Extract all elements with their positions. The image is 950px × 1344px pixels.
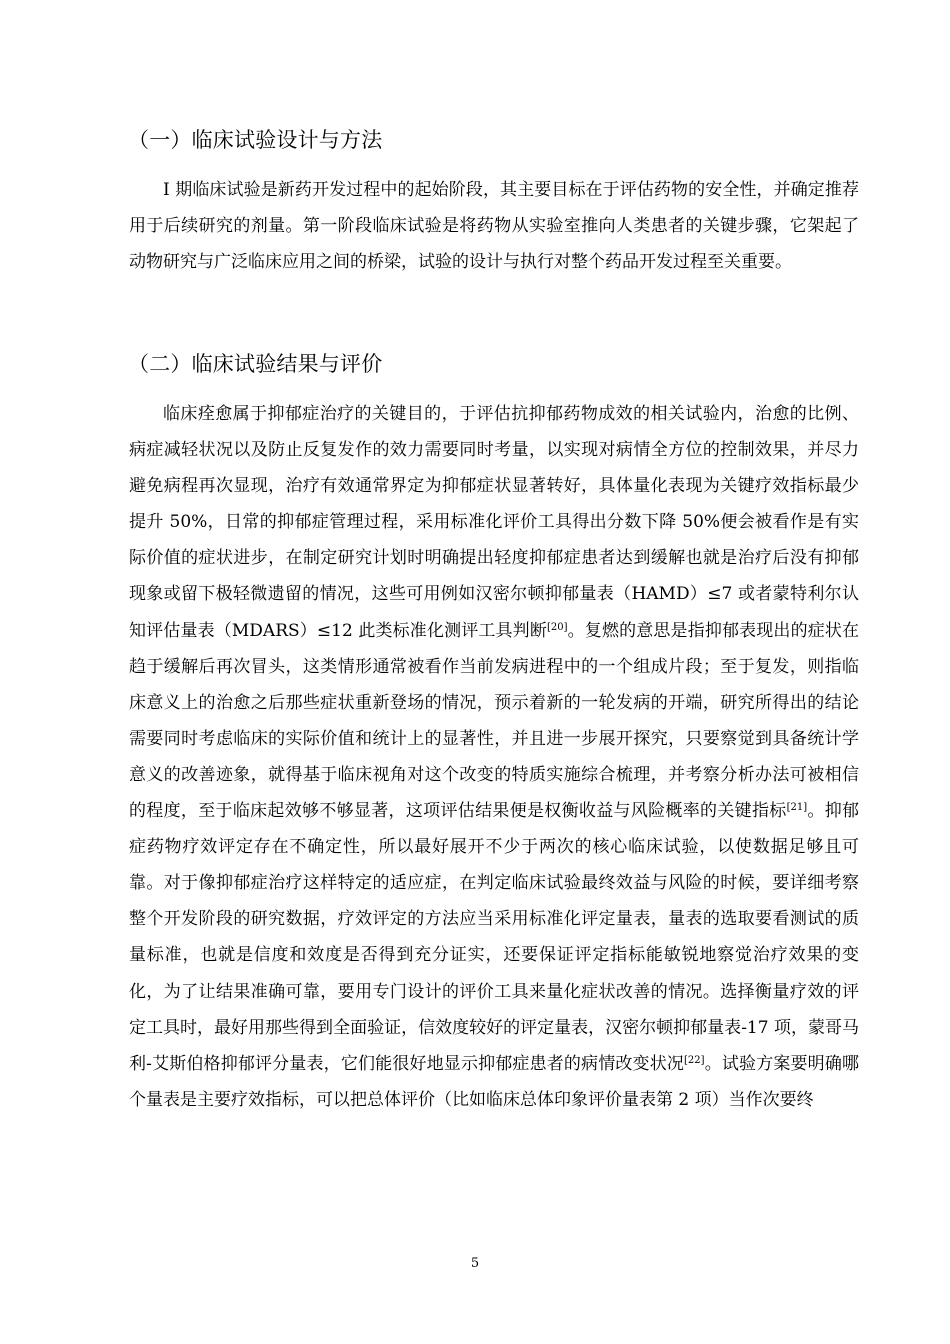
section-heading-results-evaluation: （二）临床试验结果与评价 <box>128 352 383 376</box>
citation-reference: [21] <box>786 802 808 814</box>
paragraph-text-segment: 临床痊愈属于抑郁症治疗的关键目的，于评估抗抑郁药物成效的相关试验内，治愈的比例、病症减轻状况以及防止反复发作的效力需要同时考量，以实现对病情全方位的控制效果，并尽力避免病程再次显现，治疗有效通常界定为抑郁症状显著转好，具体量化表现为关键疗效指标最少提升 50%，日常的抑郁症管理过程，采用标准化评价工具得出分数下降 50%便会被看作是有实际价值的症状进步，在制定研究计划时明确提出轻度抑郁症患者达到缓解也就是治疗后没有抑郁现象或留下极轻微遗留的情况，这些可用例如汉密尔顿抑郁量表（HAMD）≤7 或者蒙特利尔认知评估量表（MDARS）≤12 此类标准化测评工具判断 <box>129 404 859 641</box>
page-number: 5 <box>470 1256 480 1271</box>
citation-reference: [22] <box>684 1054 705 1066</box>
paragraph-phase1-trial: I 期临床试验是新药开发过程中的起始阶段，其主要目标在于评估药物的安全性，并确定推荐用于后续研究的剂量。第一阶段临床试验是将药物从实验室推向人类患者的关键步骤，它架起了动物研究与广泛临床应用之间的桥梁，试验的设计与执行对整个药品开发过程至关重要。 <box>129 180 859 273</box>
paragraph-results-evaluation <box>129 396 859 1118</box>
paragraph-text-segment: 。复燃的意思是指抑郁表现出的症状在趋于缓解后再次冒头，这类情形通常被看作当前发病进程中的一个组成片段；至于复发，则指临床意义上的治愈之后那些症状重新登场的情况，预示着新的一轮发病的开端，研究所得出的结论需要同时考虑临床的实际价值和统计上的显著性，并且进一步展开探究，只要察觉到具备统计学意义的改善迹象，就得基于临床视角对这个改变的特质实施综合梳理，并考察分析办法可被相信的程度，至于临床起效够不够显著，这项评估结果便是权衡收益与风险概率的关键指标 <box>129 620 860 822</box>
paragraph-text-segment: 。试验方案要明确哪个量表是主要疗效指标，可以把总体评价（比如临床总体印象评价量表第 2 项）当作次要终 <box>129 1053 860 1110</box>
paragraph-text-segment: 。抑郁症药物疗效评定存在不确定性，所以最好展开不少于两次的核心临床试验，以使数据足够且可靠。对于像抑郁症治疗这样特定的适应症，在判定临床试验最终效益与风险的时候，要详细考察整个开发阶段的研究数据，疗效评定的方法应当采用标准化评定量表，量表的选取要看测试的质量标准，也就是信度和效度是否得到充分证实，还要保证评定指标能敏锐地察觉治疗效果的变化，为了让结果准确可靠，要用专门设计的评价工具来量化症状改善的情况。选择衡量疗效的评定工具时，最好用那些得到全面验证，信效度较好的评定量表，汉密尔顿抑郁量表-17 项，蒙哥马利-艾斯伯格抑郁评分量表，它们能很好地显示抑郁症患者的病情改变状况 <box>129 801 860 1074</box>
citation-reference: [20] <box>546 621 568 633</box>
section-heading-design-methods: （一）临床试验设计与方法 <box>128 128 383 152</box>
